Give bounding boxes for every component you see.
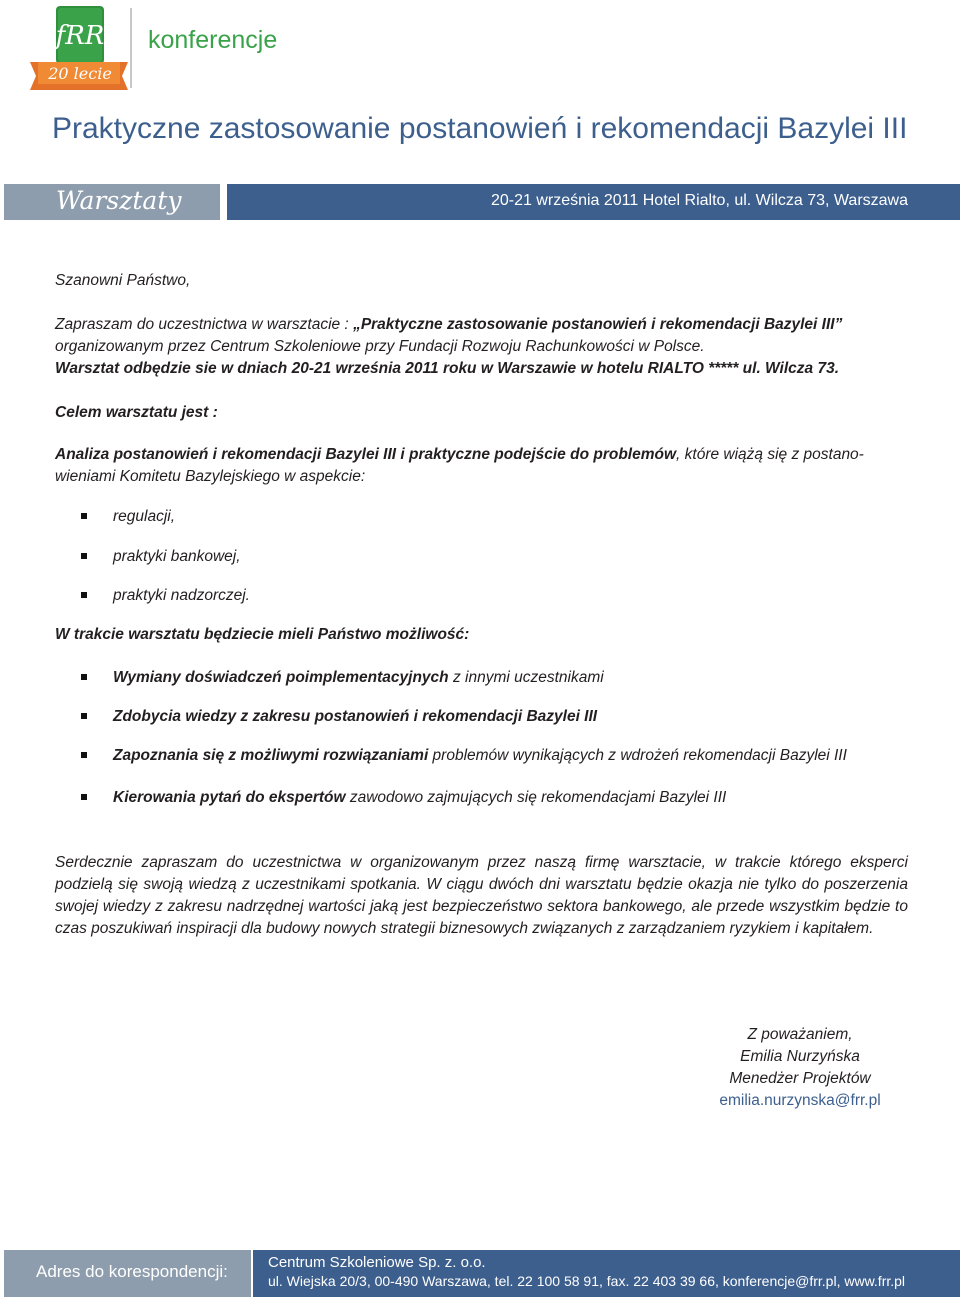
bullet-marker <box>81 794 87 800</box>
opportunity-item <box>113 745 847 767</box>
opportunity-item <box>113 667 604 689</box>
aspect-item: praktyki bankowej, <box>113 548 241 565</box>
opportunity-bold: Zdobycia wiedzy z zakresu postanowień i rekomendacji Bazylei III <box>113 708 598 725</box>
event-info: 20-21 września 2011 Hotel Rialto, ul. Wilcza 73, Warszawa <box>490 192 908 209</box>
invite-prefix: Zapraszam do uczestnictwa w warsztacie : <box>55 316 354 333</box>
footer-contact: ul. Wiejska 20/3, 00-490 Warszawa, tel. 22 100 58 91, fax. 22 403 39 66, konferencje@frr.pl, www.frr.pl <box>268 1273 906 1289</box>
invite-organizer: organizowanym przez Centrum Szkoleniowe przy Fundacji Rozwoju Rachunkowości w Polsce. <box>55 338 705 355</box>
opportunity-bold: Wymiany doświadczeń poimplementacyjnych <box>113 669 449 686</box>
bullet-marker <box>81 553 87 559</box>
bullet-marker <box>81 752 87 758</box>
invitation <box>55 314 915 380</box>
logo-divider <box>130 8 132 88</box>
opportunity-bold: Kierowania pytań do ekspertów <box>113 789 346 806</box>
opportunity-rest: zawodowo zajmujących się rekomendacjami Bazylei III <box>345 789 727 806</box>
opportunity-item <box>113 787 726 809</box>
opportunity-item <box>113 706 597 728</box>
goal-bold: Analiza postanowień i rekomendacji Bazylei III i praktyczne podejście do problemów <box>55 446 677 463</box>
footer-company: Centrum Szkoleniowe Sp. z. o.o. <box>268 1254 486 1271</box>
goal-label: Celem warsztatu jest : <box>55 404 218 421</box>
opportunity-rest: problemów wynikających z wdrożeń rekomendacji Bazylei III <box>428 747 847 764</box>
bar-label: Warsztaty <box>56 186 182 215</box>
signature-role: Menedżer Projektów <box>729 1070 871 1087</box>
bullet-marker <box>81 713 87 719</box>
opportunities-label: W trakcie warsztatu będziecie mieli Państwo możliwość: <box>55 626 470 643</box>
footer-label: Adres do korespondencji: <box>36 1262 228 1281</box>
logo-ribbon: 20 lecie <box>48 64 112 83</box>
bullet-marker <box>81 592 87 598</box>
frr-logo <box>26 4 132 92</box>
opportunity-bold: Zapoznania się z możliwymi rozwiązaniami <box>113 747 429 764</box>
page-title: Praktyczne zastosowanie postanowień i rekomendacji Bazylei III <box>52 112 908 145</box>
opportunity-rest: z innymi uczestnikami <box>448 669 604 686</box>
logo-text: fRR <box>55 21 105 51</box>
goal-rest: , które wiążą się z postano-wieniami Komitetu Bazylejskiego w aspekcie: <box>55 446 864 485</box>
goal-text <box>55 444 915 488</box>
signature-name: Emilia Nurzyńska <box>740 1048 860 1065</box>
aspect-item: praktyki nadzorczej. <box>113 587 250 604</box>
signature-block <box>700 1024 900 1112</box>
invite-title: „Praktyczne zastosowanie postanowień i rekomendacji Bazylei III” <box>353 316 843 333</box>
bullet-marker <box>81 674 87 680</box>
closing-paragraph: Serdecznie zapraszam do uczestnictwa w organizowanym przez naszą firmę warsztacie, w trakcie którego eksperci podzielą się swoją wiedzą z uczestnikami spotkania. W ciągu dwóch dni warsztatu będzie okazja nie tylko do poszerzenia swojej wiedzy z zakresu nadrzędnej wartości jaką jest bezpieczeństwo sektora bankowego, ale przede wszystkim będzie to czas poszukiwań inspiracji dla budowy nowych strategii biznesowych związanych z zarządzaniem ryzykiem i kapitałem. <box>55 854 908 937</box>
signature-regards: Z poważaniem, <box>747 1026 853 1043</box>
aspect-item: regulacji, <box>113 508 176 525</box>
greeting: Szanowni Państwo, <box>55 272 191 289</box>
bullet-marker <box>81 513 87 519</box>
brand-name: konferencje <box>148 26 278 54</box>
invite-date-place: Warsztat odbędzie sie w dniach 20-21 września 2011 roku w Warszawie w hotelu RIALTO ***** ul. Wilcza 73. <box>55 360 840 377</box>
signature-email-link[interactable]: emilia.nurzynska@frr.pl <box>719 1092 881 1109</box>
